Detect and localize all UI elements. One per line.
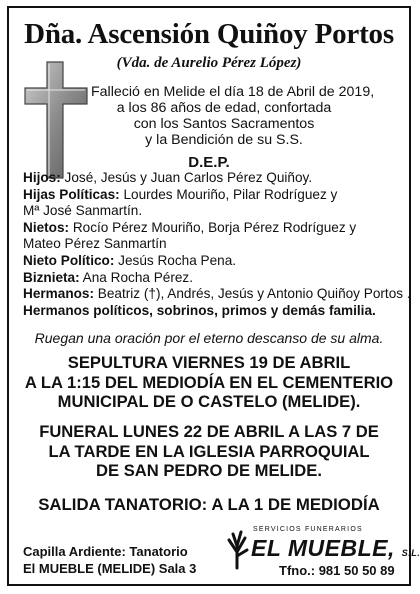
- funeral-line: DE SAN PEDRO DE MELIDE.: [96, 461, 322, 480]
- family-names: Jesús Rocha Pena.: [114, 252, 237, 268]
- prayer-request: Ruegan una oración por el eterno descanso de su alma.: [34, 330, 384, 346]
- family-row-hijas-politicas: [23, 187, 403, 204]
- family-row-others: Hermanos políticos, sobrinos, primos y demás familia.: [23, 302, 376, 318]
- family-row-continuation: Mateo Pérez Sanmartín: [23, 236, 167, 252]
- burial-line: MUNICIPAL DE O CASTELO (MELIDE).: [57, 392, 361, 411]
- logo-phone: Tfno.: 981 50 50 89: [279, 563, 395, 578]
- family-row-nietos: [23, 220, 403, 237]
- funeral-line: LA TARDE EN LA IGLESIA PARROQUIAL: [48, 441, 370, 461]
- logo-brand: [251, 535, 420, 562]
- chapel-line: Capilla Ardiente: Tanatorio: [23, 544, 188, 559]
- family-list: [23, 170, 411, 319]
- family-names: José, Jesús y Juan Carlos Pérez Quiñoy.: [60, 170, 313, 185]
- announcement-line: y la Bendición de su S.S.: [145, 132, 303, 148]
- family-row-biznieta: [23, 270, 403, 287]
- logo-brand-text: EL MUEBLE,: [251, 535, 395, 561]
- family-row-hijos: [23, 170, 403, 187]
- family-label: Biznieta:: [23, 269, 80, 285]
- funeral-home-logo: [223, 526, 420, 582]
- family-label: Hijos:: [23, 170, 61, 185]
- family-label: Nieto Político:: [23, 252, 115, 268]
- family-names: Ana Rocha Pérez.: [79, 269, 194, 285]
- logo-suffix: S.L.: [401, 548, 420, 558]
- tree-mark-icon: [223, 530, 253, 570]
- chapel-line: El MUEBLE (MELIDE) Sala 3: [23, 560, 197, 576]
- funeral-notice: [9, 422, 409, 481]
- burial-notice: [9, 353, 409, 412]
- departure-notice: SALIDA TANATORIO: A LA 1 DE MEDIODÍA: [38, 495, 380, 514]
- family-label: Hijas Políticas:: [23, 186, 120, 202]
- family-label: Nietos:: [23, 219, 70, 235]
- family-label: Hermanos:: [23, 286, 95, 302]
- family-row-nieto-politico: [23, 253, 403, 270]
- burial-line: A LA 1:15 DEL MEDIODÍA EN EL CEMENTERIO: [24, 372, 394, 392]
- funeral-line: FUNERAL LUNES 22 DE ABRIL A LAS 7 DE: [39, 422, 379, 441]
- announcement-line: a los 86 años de edad, confortada: [116, 100, 332, 116]
- family-names: Lourdes Mouriño, Pilar Rodríguez y: [119, 186, 338, 202]
- family-names: Beatriz (†), Andrés, Jesús y Antonio Quiñoy Portos .: [94, 286, 411, 302]
- obituary-card: [7, 6, 420, 586]
- deceased-name: Dña. Ascensión Quiñoy Portos: [24, 18, 394, 50]
- logo-tagline: SERVICIOS FUNERARIOS: [253, 526, 363, 533]
- chapel-info: [23, 544, 196, 577]
- widow-of-subtitle: (Vda. de Aurelio Pérez López): [116, 55, 302, 71]
- burial-line: SEPULTURA VIERNES 19 DE ABRIL: [67, 353, 351, 372]
- dep-heading: D.E.P.: [188, 154, 230, 171]
- announcement-line: Falleció en Melide el día 18 de Abril de 2019,: [91, 84, 375, 100]
- family-names: Rocío Pérez Mouriño, Borja Pérez Rodríguez y: [69, 219, 357, 235]
- announcement-line: con los Santos Sacramentos: [133, 116, 315, 132]
- family-row-hermanos: [23, 286, 411, 303]
- family-row-continuation: Mª José Sanmartín.: [23, 203, 143, 219]
- death-announcement: [91, 84, 375, 148]
